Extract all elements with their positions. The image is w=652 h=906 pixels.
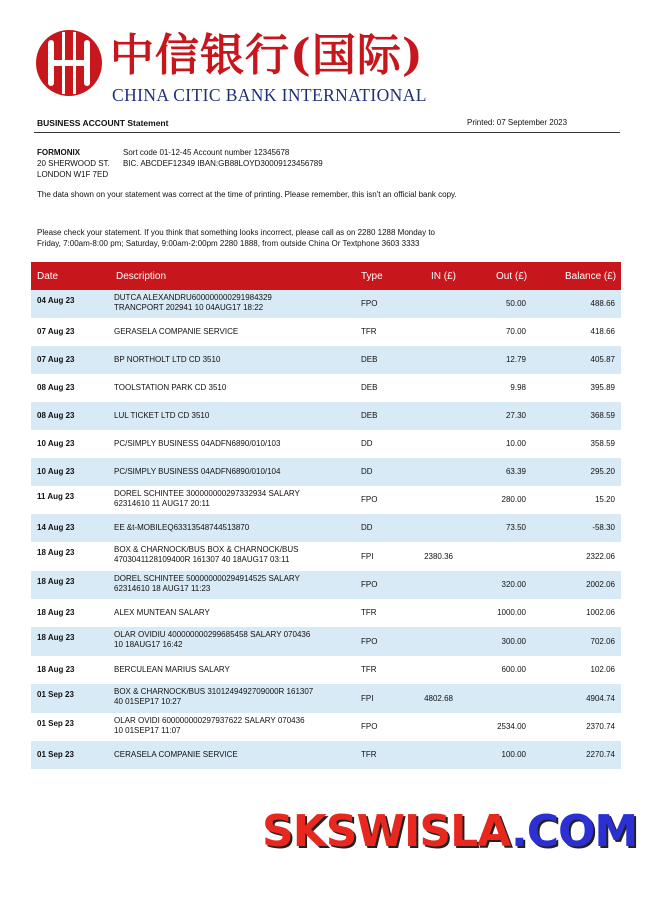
row-description: OLAR OVIDIU 400000000299685458 SALARY 070436 10 18AUG17 16:42	[114, 630, 311, 649]
watermark-domain: .COM	[510, 806, 638, 857]
watermark	[262, 806, 637, 857]
row-type: TFR	[361, 608, 377, 617]
address-line-1: 20 SHERWOOD ST.	[37, 159, 110, 168]
table-row	[31, 599, 621, 627]
row-date: 01 Sep 23	[37, 750, 74, 759]
row-date: 01 Sep 23	[37, 719, 74, 728]
row-type: FPO	[361, 637, 378, 646]
row-description: DOREL SCHINTEE 500000000294914525 SALARY 62314610 18 AUG17 11:23	[114, 574, 300, 593]
row-balance: 295.20	[590, 467, 615, 476]
table-row	[31, 627, 621, 656]
row-out: 9.98	[510, 383, 526, 392]
row-balance: 2370.74	[586, 722, 615, 731]
statement-title: BUSINESS ACCOUNT Statement	[37, 118, 169, 128]
row-out: 280.00	[501, 495, 526, 504]
row-type: DEB	[361, 355, 378, 364]
row-date: 10 Aug 23	[37, 439, 75, 448]
row-date: 18 Aug 23	[37, 633, 75, 642]
table-row	[31, 684, 621, 713]
row-description: BOX & CHARNOCK/BUS BOX & CHARNOCK/BUS 4703041128109400R 161307 40 18AUG17 03:11	[114, 545, 299, 564]
row-balance: 358.59	[590, 439, 615, 448]
row-balance: 102.06	[590, 665, 615, 674]
row-date: 01 Sep 23	[37, 690, 74, 699]
row-date: 14 Aug 23	[37, 523, 75, 532]
row-description: CERASELA COMPANIE SERVICE	[114, 750, 238, 759]
row-out: 1000.00	[497, 608, 526, 617]
table-row	[31, 374, 621, 402]
row-type: TFR	[361, 750, 377, 759]
table-row	[31, 290, 621, 318]
row-type: DD	[361, 467, 373, 476]
address-line-2: LONDON W1F 7ED	[37, 170, 109, 179]
row-description: EE &t-MOBILEQ63313548744513870	[114, 523, 250, 532]
row-out: 73.50	[505, 523, 526, 532]
row-date: 18 Aug 23	[37, 665, 75, 674]
row-date: 08 Aug 23	[37, 411, 75, 420]
row-balance: 4904.74	[586, 694, 615, 703]
row-in: 2380.36	[424, 552, 453, 561]
row-type: FPO	[361, 495, 378, 504]
bank-name-chinese: 中信银行(国际)	[110, 30, 424, 81]
row-out: 100.00	[501, 750, 526, 759]
row-date: 07 Aug 23	[37, 327, 75, 336]
transactions-table	[31, 262, 621, 769]
row-out: 50.00	[505, 299, 526, 308]
bic-iban: BIC. ABCDEF12349 IBAN:GB88LOYD30009123456789	[123, 159, 323, 168]
row-description: DUTCA ALEXANDRU600000000291984329 TRANCPORT 202941 10 04AUG17 18:22	[114, 293, 272, 312]
correctness-note: The data shown on your statement was correct at the time of printing. Please remember, this isn't an official bank copy.	[37, 190, 457, 199]
table-header	[31, 262, 621, 290]
table-row	[31, 542, 621, 571]
row-description: DOREL SCHINTEE 300000000297332934 SALARY 62314610 11 AUG17 20:11	[114, 489, 300, 508]
row-description: BP NORTHOLT LTD CD 3510	[114, 355, 221, 364]
row-description: PC/SIMPLY BUSINESS 04ADFN6890/010/103	[114, 439, 281, 448]
row-in: 4802.68	[424, 694, 453, 703]
row-out: 600.00	[501, 665, 526, 674]
row-date: 18 Aug 23	[37, 608, 75, 617]
table-row	[31, 656, 621, 684]
row-description: OLAR OVIDI 600000000297937622 SALARY 070436 10 01SEP17 11:07	[114, 716, 305, 735]
row-balance: 2270.74	[586, 750, 615, 759]
row-type: DEB	[361, 411, 378, 420]
row-balance: 405.87	[590, 355, 615, 364]
row-out: 70.00	[505, 327, 526, 336]
row-type: DD	[361, 523, 373, 532]
row-type: FPI	[361, 552, 374, 561]
row-description: TOOLSTATION PARK CD 3510	[114, 383, 227, 392]
row-type: FPO	[361, 722, 378, 731]
row-balance: 2002.06	[586, 580, 615, 589]
sort-code-account-number: Sort code 01-12-45 Account number 12345678	[123, 148, 290, 157]
row-type: DD	[361, 439, 373, 448]
header-date: Date	[37, 271, 59, 282]
row-date: 18 Aug 23	[37, 548, 75, 557]
row-description: LUL TICKET LTD CD 3510	[114, 411, 210, 420]
row-balance: 395.89	[590, 383, 615, 392]
table-row	[31, 514, 621, 542]
row-out: 27.30	[505, 411, 526, 420]
table-row	[31, 571, 621, 599]
row-type: FPO	[361, 299, 378, 308]
row-balance: 418.66	[590, 327, 615, 336]
table-row	[31, 458, 621, 486]
row-out: 320.00	[501, 580, 526, 589]
table-row	[31, 402, 621, 430]
table-row	[31, 318, 621, 346]
row-balance: -58.30	[592, 523, 615, 532]
check-statement-note: Please check your statement. If you think that something looks incorrect, please call as on 2280 1288 Monday to Friday, 7:00am-8:00 pm; Saturday, 9:00am-2:00pm 2280 1888, from outside China Or Textphone 3603 3333	[37, 228, 436, 248]
row-date: 08 Aug 23	[37, 383, 75, 392]
row-type: TFR	[361, 665, 377, 674]
row-description: PC/SIMPLY BUSINESS 04ADFN6890/010/104	[114, 467, 281, 476]
row-balance: 488.66	[590, 299, 615, 308]
row-date: 11 Aug 23	[37, 492, 75, 501]
table-row	[31, 346, 621, 374]
watermark-text: SKSWISLA	[262, 806, 511, 857]
row-date: 18 Aug 23	[37, 577, 75, 586]
row-balance: 702.06	[590, 637, 615, 646]
row-description: BOX & CHARNOCK/BUS 3101249492709000R 161307 40 01SEP17 10:27	[114, 687, 314, 706]
row-type: TFR	[361, 327, 377, 336]
row-type: FPO	[361, 580, 378, 589]
row-date: 04 Aug 23	[37, 296, 75, 305]
row-type: DEB	[361, 383, 378, 392]
table-row	[31, 486, 621, 514]
header-description: Description	[116, 271, 167, 282]
row-balance: 1002.06	[586, 608, 615, 617]
row-out: 12.79	[505, 355, 526, 364]
row-type: FPI	[361, 694, 374, 703]
row-out: 2534.00	[497, 722, 526, 731]
header-out: Out (£)	[496, 271, 528, 282]
header-divider	[34, 132, 620, 133]
table-body	[31, 290, 621, 769]
bank-name-english: CHINA CITIC BANK INTERNATIONAL	[112, 85, 427, 105]
table-row	[31, 713, 621, 741]
header-in: IN (£)	[431, 271, 456, 282]
printed-date: Printed: 07 September 2023	[467, 118, 568, 127]
row-out: 300.00	[501, 637, 526, 646]
row-balance: 2322.06	[586, 552, 615, 561]
row-out: 63.39	[505, 467, 526, 476]
row-date: 10 Aug 23	[37, 467, 75, 476]
account-details	[123, 147, 323, 169]
header-balance: Balance (£)	[565, 271, 617, 282]
table-row	[31, 430, 621, 458]
row-date: 07 Aug 23	[37, 355, 75, 364]
row-description: BERCULEAN MARIUS SALARY	[114, 665, 230, 674]
header-type: Type	[361, 271, 383, 282]
row-description: ALEX MUNTEAN SALARY	[114, 608, 210, 617]
customer-name: FORMONIX	[37, 148, 81, 157]
row-balance: 368.59	[590, 411, 615, 420]
row-description: GERASELA COMPANIE SERVICE	[114, 327, 239, 336]
table-row	[31, 741, 621, 769]
citic-logo-icon	[34, 28, 104, 98]
row-out: 10.00	[505, 439, 526, 448]
customer-address	[37, 147, 110, 180]
row-balance: 15.20	[594, 495, 615, 504]
